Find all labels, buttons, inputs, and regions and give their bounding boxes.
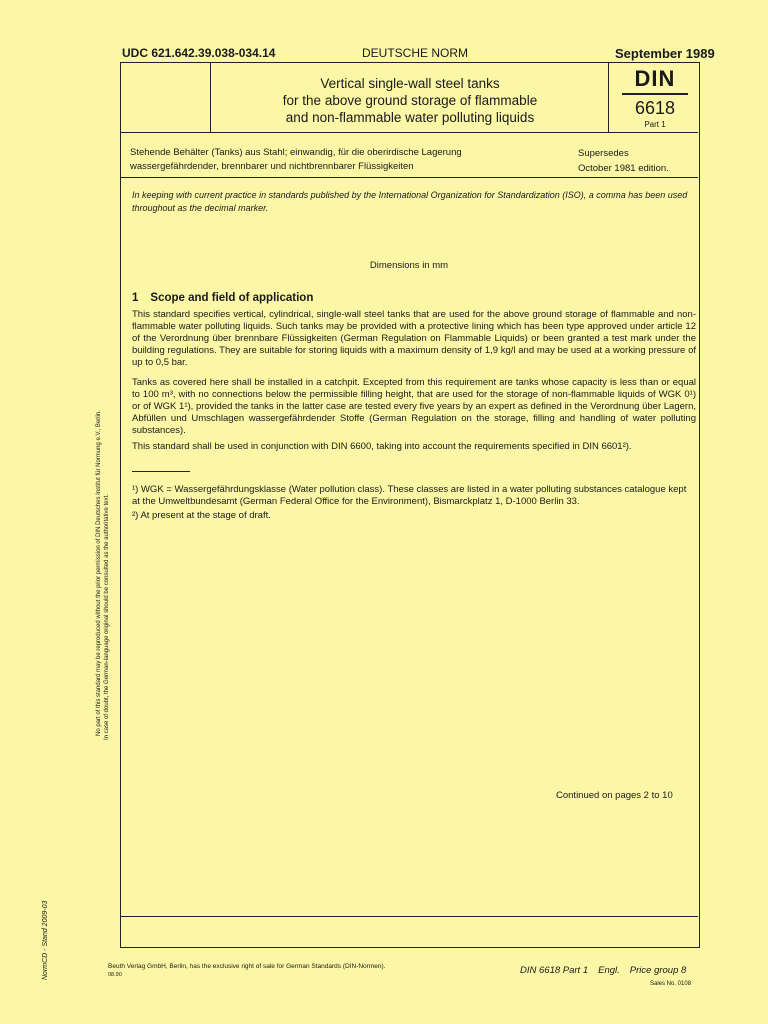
document-title: Vertical single-wall steel tanks for the above ground storage of flammable and non-flammable water polluting liquids: [282, 76, 538, 125]
supersedes-note: Supersedes October 1981 edition.: [578, 148, 669, 174]
header-divider: [120, 177, 698, 178]
dimensions-note: Dimensions in mm: [369, 260, 449, 271]
title-divider-right: [608, 62, 609, 132]
publication-date: September 1989: [615, 46, 715, 61]
footer-doc-number: DIN 6618 Part 1: [520, 965, 589, 976]
publisher-note: Beuth Verlag GmbH, Berlin, has the exclusive right of sale for German Standards (DIN-Normen).: [108, 963, 386, 970]
footer-document-info: [520, 965, 696, 976]
section-title: Scope and field of application: [150, 292, 314, 304]
normcd-stamp: NormCD - Stand 2009-03: [42, 900, 49, 980]
footer-price-group: Price group 8: [629, 965, 687, 976]
scope-paragraph-1: This standard specifies vertical, cylindrical, single-wall steel tanks that are used for the above ground storage of flammable and non-flammable water polluting liquids. Such tanks may be provided with a protective lining which has been type approved under article 12 of the Verordnung über brennbare Flüssigkeiten (German Regulation on Flammable Liquids) or been granted a test mark under the building regulations. They are suitable for storing liquids with a maximum density of 1,9 kg/l and may be used at a working pressure of up to 0,5 bar.: [132, 309, 696, 368]
bottom-divider: [120, 916, 698, 917]
deutsche-norm-label: DEUTSCHE NORM: [362, 46, 469, 60]
footnote-1: ¹) WGK = Wassergefährdungsklasse (Water pollution class). These classes are listed in a water polluting substances catalogue kept at the Umweltbundesamt (German Federal Office for the Environment), Bismarckplatz 1, D-1000 Berlin 33.: [132, 484, 687, 507]
print-code: 08.90: [108, 972, 122, 978]
language-notice: In case of doubt, the German-language original should be consulted as the authoritative text.: [104, 494, 110, 740]
din-number: 6618: [634, 98, 676, 118]
footnote-2: ²) At present at the stage of draft.: [132, 510, 271, 521]
udc-number: UDC 621.642.39.038-034.14: [122, 46, 276, 60]
din-part: Part 1: [644, 120, 666, 129]
decimal-marker-note: In keeping with current practice in standards published by the International Organization for Standardization (ISO), a comma has been used throughout as the decimal marker.: [132, 190, 688, 213]
continued-note: Continued on pages 2 to 10: [556, 790, 673, 801]
footer-language: Engl.: [598, 965, 620, 976]
scope-paragraph-2: Tanks as covered here shall be installed in a catchpit. Excepted from this requirement are tanks whose capacity is less than or equal to 100 m³, with no connections below the permissible filling height, that are used for the storage of non-flammable liquids of WGK 0¹) or of WGK 1¹), provided the tanks in the latter case are tested every five years by an expert as defined in the Verordnung über Lagern, Abfüllen und Umschlagen wassergefährdender Stoffe (German Regulation on the storage, filling and handling of water polluting substances).: [132, 377, 696, 436]
section-heading: [132, 292, 313, 304]
scope-paragraph-3: This standard shall be used in conjunction with DIN 6600, taking into account the requirements specified in DIN 6601²).: [132, 441, 632, 452]
german-title: Stehende Behälter (Tanks) aus Stahl; einwandig, für die oberirdische Lagerung wassergefährdender, brennbarer und nichtbrennbarer Flüssigkeiten: [130, 147, 462, 172]
section-number: 1: [132, 292, 139, 304]
sales-number: Sales No. 0108: [650, 981, 692, 987]
title-divider-left: [210, 62, 211, 132]
din-logo: DIN: [634, 66, 676, 91]
copyright-notice: No part of this standard may be reproduced without the prior permission of DIN Deutsches Institut für Normung e.V., Berlin.: [96, 410, 102, 736]
din-logo-rule: [622, 93, 688, 95]
footnote-rule: [132, 471, 190, 472]
